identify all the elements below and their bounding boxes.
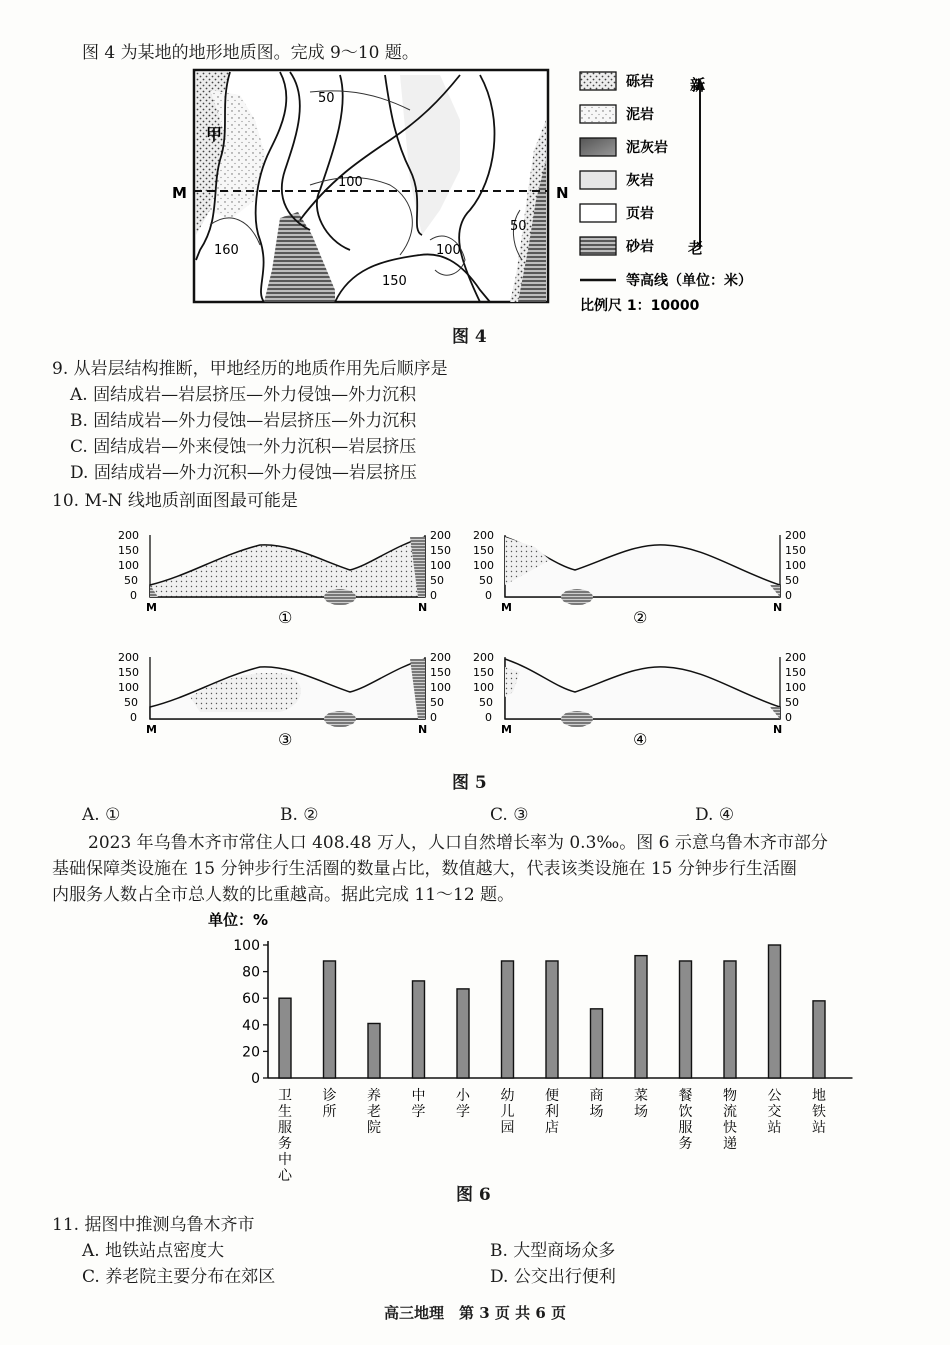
svg-text:50: 50: [785, 574, 799, 587]
svg-text:50: 50: [785, 696, 799, 709]
svg-text:100: 100: [785, 681, 806, 694]
legend-label: 泥岩: [626, 107, 654, 123]
chart-ylabel: 单位：%: [208, 911, 269, 929]
svg-text:M: M: [501, 723, 512, 736]
svg-text:200: 200: [430, 651, 451, 664]
svg-text:0: 0: [430, 589, 437, 602]
svg-text:200: 200: [473, 651, 494, 664]
bar: [724, 961, 736, 1078]
svg-text:200: 200: [785, 529, 806, 542]
bar: [546, 961, 558, 1078]
svg-text:200: 200: [473, 529, 494, 542]
fig4-map: [160, 60, 800, 320]
category-label: 养老院: [367, 1088, 381, 1136]
category-label: 诊所: [322, 1088, 337, 1120]
panel-label-4: ④: [633, 730, 648, 749]
fig5-sections: [110, 525, 840, 750]
q11-option-c[interactable]: C. 养老院主要分布在郊区: [82, 1267, 276, 1287]
q11-option-d[interactable]: D. 公交出行便利: [490, 1267, 616, 1287]
legend-new: 新: [690, 76, 706, 94]
legend-scale: 比例尺 1：10000: [580, 298, 700, 314]
legend-swatch-mud: [580, 105, 616, 123]
svg-text:200: 200: [430, 529, 451, 542]
section-panel-2: [473, 529, 806, 627]
panel-label-3: ③: [278, 730, 293, 749]
label-m: M: [172, 184, 187, 202]
svg-text:50: 50: [124, 696, 138, 709]
passage-line-3: 内服务人数占全市总人数的比重越高。据此完成 11～12 题。: [52, 885, 515, 905]
svg-text:200: 200: [785, 651, 806, 664]
bar: [769, 945, 781, 1078]
q9-option-b[interactable]: B. 固结成岩—外力侵蚀—岩层挤压—外力沉积: [70, 411, 417, 431]
contour-label: 100: [338, 175, 363, 190]
svg-text:50: 50: [479, 696, 493, 709]
svg-text:M: M: [146, 723, 157, 736]
y-tick-label: 80: [242, 964, 260, 981]
contour-label: 100: [436, 243, 461, 258]
q11-option-a[interactable]: A. 地铁站点密度大: [82, 1241, 225, 1261]
svg-text:N: N: [773, 723, 783, 736]
bar: [813, 1001, 825, 1078]
legend-swatch-limestone: [580, 171, 616, 189]
fig6-caption: 图 6: [456, 1185, 491, 1205]
legend-swatch-sandstone: [580, 237, 616, 255]
category-label: 商场: [589, 1088, 604, 1120]
svg-text:0: 0: [130, 589, 137, 602]
svg-text:100: 100: [473, 681, 494, 694]
svg-text:150: 150: [430, 544, 451, 557]
svg-text:50: 50: [430, 574, 444, 587]
label-n: N: [556, 184, 569, 202]
svg-text:100: 100: [430, 559, 451, 572]
fig4-legend: [580, 72, 752, 314]
svg-text:100: 100: [118, 559, 139, 572]
legend-contour-label: 等高线（单位：米）: [626, 273, 752, 289]
passage-line-1: 2023 年乌鲁木齐市常住人口 408.48 万人，人口自然增长率为 0.3‰。图 6 示意乌鲁木齐市部分: [88, 833, 828, 853]
bar: [324, 961, 336, 1078]
q10-option-c[interactable]: C. ③: [490, 805, 529, 825]
panel-label-1: ①: [278, 608, 293, 627]
passage-line-2: 基础保障类设施在 15 分钟步行生活圈的数量占比，数值越大，代表该类设施在 15 分钟步行生活圈: [52, 859, 797, 879]
legend-label: 砂岩: [626, 239, 654, 255]
fig5-caption: 图 5: [452, 773, 487, 793]
svg-text:100: 100: [785, 559, 806, 572]
svg-text:0: 0: [430, 711, 437, 724]
section-panel-1: [118, 529, 451, 627]
y-tick-label: 0: [251, 1071, 260, 1087]
svg-text:150: 150: [473, 544, 494, 557]
contour-label: 50: [318, 91, 335, 106]
svg-text:200: 200: [118, 529, 139, 542]
contour-label: 160: [214, 243, 239, 258]
svg-text:50: 50: [124, 574, 138, 587]
bar: [680, 961, 692, 1078]
svg-text:50: 50: [479, 574, 493, 587]
svg-text:N: N: [418, 723, 428, 736]
q9-option-d[interactable]: D. 固结成岩—外力沉积—外力侵蚀—岩层挤压: [70, 463, 417, 483]
q10-option-d[interactable]: D. ④: [695, 805, 735, 825]
category-label: 物流快递: [723, 1088, 737, 1152]
legend-swatch-gravel: [580, 72, 616, 90]
bar: [502, 961, 514, 1078]
category-label: 餐饮服务: [678, 1088, 693, 1152]
contour-label: 150: [382, 274, 407, 289]
legend-label: 页岩: [626, 206, 654, 222]
legend-label: 砾岩: [626, 74, 654, 90]
fig4-caption: 图 4: [452, 327, 487, 347]
q11-option-b[interactable]: B. 大型商场众多: [490, 1241, 616, 1261]
svg-text:0: 0: [785, 589, 792, 602]
label-jia: 甲: [206, 125, 223, 144]
contour-label: 50: [510, 219, 527, 234]
intro-fig4: 图 4 为某地的地形地质图。完成 9～10 题。: [82, 43, 419, 63]
svg-text:200: 200: [118, 651, 139, 664]
svg-text:150: 150: [473, 666, 494, 679]
svg-text:100: 100: [118, 681, 139, 694]
svg-text:150: 150: [118, 666, 139, 679]
panel-label-2: ②: [633, 608, 648, 627]
legend-swatch-shale: [580, 204, 616, 222]
page-footer: 高三地理 第 3 页 共 6 页: [384, 1304, 566, 1322]
category-label: 中学: [411, 1088, 426, 1120]
category-label: 菜场: [634, 1088, 648, 1120]
y-tick-label: 20: [242, 1044, 260, 1061]
q9-option-a[interactable]: A. 固结成岩—岩层挤压—外力侵蚀—外力沉积: [70, 385, 417, 405]
svg-text:100: 100: [473, 559, 494, 572]
q11-stem: 11. 据图中推测乌鲁木齐市: [52, 1215, 255, 1235]
svg-text:0: 0: [130, 711, 137, 724]
svg-text:N: N: [418, 601, 428, 614]
svg-text:M: M: [146, 601, 157, 614]
svg-text:50: 50: [430, 696, 444, 709]
q9-option-c[interactable]: C. 固结成岩—外来侵蚀一外力沉积—岩层挤压: [70, 437, 417, 457]
category-label: 便利店: [545, 1088, 559, 1136]
legend-swatch-marl: [580, 138, 616, 156]
q9-stem: 9. 从岩层结构推断，甲地经历的地质作用先后顺序是: [52, 359, 448, 379]
svg-text:0: 0: [485, 711, 492, 724]
section-panel-3: [118, 651, 451, 749]
svg-text:0: 0: [485, 589, 492, 602]
chart-bars: [279, 945, 825, 1078]
svg-text:150: 150: [118, 544, 139, 557]
category-label: 地铁站: [812, 1088, 826, 1136]
legend-label: 泥灰岩: [626, 140, 668, 156]
y-tick-label: 100: [233, 938, 260, 954]
category-label: 公交站: [767, 1088, 782, 1136]
svg-text:N: N: [773, 601, 783, 614]
category-label: 卫生服务中心: [278, 1088, 292, 1184]
bar: [279, 998, 291, 1078]
q10-option-a[interactable]: A. ①: [82, 805, 121, 825]
svg-text:100: 100: [430, 681, 451, 694]
bar: [635, 956, 647, 1078]
svg-text:150: 150: [785, 666, 806, 679]
category-label: 小学: [456, 1088, 470, 1120]
section-panel-4: [473, 651, 806, 749]
svg-text:150: 150: [430, 666, 451, 679]
q10-option-b[interactable]: B. ②: [280, 805, 319, 825]
q10-stem: 10. M-N 线地质剖面图最可能是: [52, 491, 298, 511]
legend-label: 灰岩: [626, 173, 654, 189]
chart-category-labels: [278, 1087, 826, 1184]
bar: [413, 981, 425, 1078]
category-label: 幼儿园: [500, 1088, 515, 1136]
svg-text:0: 0: [785, 711, 792, 724]
svg-text:M: M: [501, 601, 512, 614]
bar: [457, 989, 469, 1078]
fig6-bar-chart: [200, 905, 826, 1185]
y-tick-label: 40: [242, 1017, 260, 1034]
svg-text:150: 150: [785, 544, 806, 557]
y-tick-label: 60: [242, 991, 260, 1008]
bar: [591, 1009, 603, 1078]
bar: [368, 1023, 380, 1078]
legend-old: 老: [688, 239, 704, 257]
